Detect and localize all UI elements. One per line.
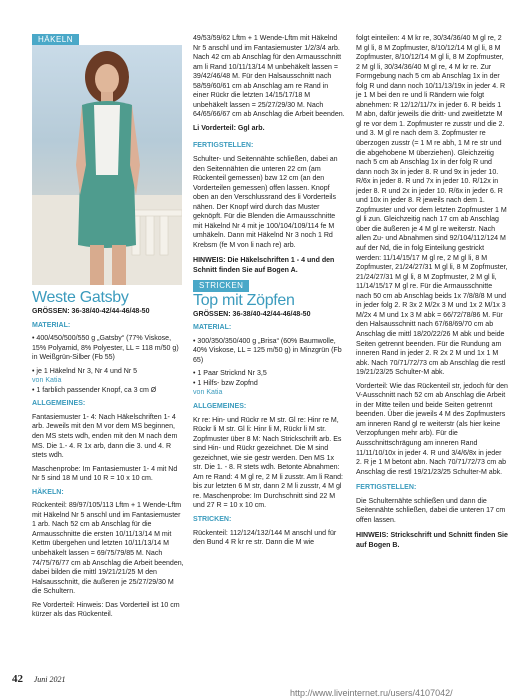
page-number: 42 — [12, 673, 23, 685]
back-piece-top: Rückenteil: 112/124/132/144 M anschl und für den Bund 4 R kr re str. Dann die M wie — [193, 529, 337, 547]
model-illustration — [32, 45, 182, 285]
material-heading-gatsby: MATERIAL: — [32, 321, 71, 329]
brand-gatsby: von Katia — [32, 377, 62, 385]
button-gatsby: • 1 farblich passender Knopf, ca 3 cm Ø — [32, 386, 157, 394]
sizes-top: GRÖSSEN: 36-38/40-42/44-46/48-50 — [193, 310, 311, 318]
back-piece-top-cont: folgt einteilen: 4 M kr re, 30/34/36/40 M gl re, 2 M gl li, 8 M Zopfmuster, 8/10/12/14 M gl li, 8 M Zopfmuster, 8/10/12/14 M gl li, 8 M Zopfmuster, 2 M gl li, 30/34/36/40 M gl re, 4 M kr re. Zur Formgebung nach 5 cm ab Anschlag 1x in der folg R und dann noch 10/11/13/19x in jeder 4. R je 1 M bei den re und li Rändern wie folgt abnehmen: R 12/12/11/7x in jeder 6. R beids 1 M abn, dafür jeweils die dritt- und zweitletzte M gl re vor dem 1. Zopfmuster re zusstr und die 2. und 3. M gl re nach dem 3. Zopfmuster re überzogen zusstr (= 1 M re abh, 1 M re str und die abgehobene M überziehen). Gleichzeitig nach 5 cm ab Anschlag 1x in der folg R und dann noch 3x in jeder 8. R und 9x in jeder 10. R/6x in jeder 8. R und 7x in jeder 10. R/12x in jeder 8. R und 2x in jeder 10. R/6x in jeder 6. R und 10x in jeder 8. R jeweils nach dem 1. Zopfmuster und vor dem letzten Zopfmuster 1 M gl li zun. Gleichzeitig nach 17 cm ab Anschlag über die äußeren je 4 M gl re weiterstr. Nach allen Zu- und Abnahmen sind 92/104/112/124 M auf der Nd, die in folg Einteilung gestrickt werden: 11/14/15/17 M gl re, 2 M gl li, 8 M Zopfmuster, 21/24/27/31 M gl li, 8 M Zopfmuster, 21/24/27/31 M gl li, 8 M Zopfmuster, 2 M gl li, 11/14/15/17 M gl re. Für die Armausschnitte nach 50 cm ab Anschlag beids 1x 7/8/8/8 M und in jeder folg 2. R 3x 2 M/2x 3 M und 1x 2 M/1x 3 M/2x 4 M und 1x 3 M abk = 66/72/78/86 M. Für den Halsausschnitt nach 67/68/69/70 cm ab Anschlag die mittl 18/20/22/26 M abk und beide Seiten getrennt beenden. Für die Rundung am inneren Rand in jeder 2. R 2x 2 M und 1x 1 M abk. Nach 70/71/72/73 cm ab Anschlag die restl 19/21/23/25 Schulter-M abk. — [356, 35, 508, 377]
finishing-heading-top: FERTIGSTELLEN: — [356, 484, 417, 492]
middle-column — [193, 34, 345, 552]
sizes-gatsby: GRÖSSEN: 36-38/40-42/44-46/48-50 — [32, 308, 150, 315]
front-piece-top: Vorderteil: Wie das Rückenteil str, jedoch für den V-Ausschnitt nach 52 cm ab Anschlag die Arbeit in der Mitte teilen und beide Seiten getrennt beenden. Über die jeweils 4 M des Zopfmusters am inneren Rand gl re weiterstr (als hier keine Verzopfungen mehr arb). Für die Ausschnittschrägung am inneren Rand 11/11/10/10x in jeder 4. R und 3/4/6/8x in jeder 2. R je 1 M betont abn. Nach 70/71/72/73 cm ab Anschlag die restl 19/21/23/25 Schulter-M abk. — [356, 382, 508, 476]
back-piece-gatsby: Rückenteil: 89/97/105/113 Lftm + 1 Wende-Lftm mit Häkelnd Nr 5 anschl und im Fantasiemuster 1 arb. Nach 52 cm ab Anschlag für die Armausschnitte die ersten 10/11/13/14 M mit Kettm übergehen und letzten 10/11/13/14 M unbehäkelt lassen = 69/75/79/85 M. Nach 74/75/76/77 cm ab Anschlag die Arbeit beenden, dabei bilden die mittl 19/21/21/25 M den Halsausschnitt, die äußeren je 25/27/29/30 M die Schultern. — [32, 502, 184, 596]
brand-top: von Katia — [193, 389, 223, 397]
finishing-heading-gatsby: FERTIGSTELLEN: — [193, 142, 254, 150]
general-heading-gatsby: ALLGEMEINES: — [32, 400, 86, 408]
watermark-url: http://www.liveinternet.ru/users/4107042/ — [290, 688, 453, 698]
material-gatsby: • 400/450/500/550 g „Gatsby“ (77% Viskose, 15% Polyamid, 8% Polyester, LL = 118 m/50 g) in Weißgrün-Silber (Fb 55) — [32, 335, 179, 362]
right-front-gatsby: Re Vorderteil: Hinweis: Das Vorderteil ist 10 cm kürzer als das Rückenteil. — [32, 601, 180, 619]
general-heading-top: ALLGEMEINES: — [193, 402, 247, 410]
gauge-gatsby: Maschenprobe: Im Fantasiemuster 1- 4 mit Nd Nr 5 sind 18 M und 10 R = 10 x 10 cm. — [32, 465, 178, 483]
page-footer — [12, 673, 66, 685]
material-top: • 300/350/350/400 g „Brisa“ (60% Baumwolle, 40% Viskose, LL = 125 m/50 g) in Minzgrün (Fb 65) — [193, 337, 342, 364]
right-column — [356, 34, 508, 554]
crochet-heading: HÄKELN: — [32, 488, 64, 496]
hint-gatsby: HINWEIS: Die Häkelschriften 1 - 4 und den Schnitt finden Sie auf Bogen A. — [193, 257, 335, 275]
general-top: Kr re: Hin- und Rückr re M str. Gl re: Hinr re M, Rückr li M str. Gl li: Hinr li M, Rückr li M str. Zopfmuster über 8 M: Nach Strickschrift arb. Es sind Hin- und Rückr gezeichnet. Die M sind gezeichnet, wie sie gestr werden. Den MS 1x str. Die 1. - 8. R stets wdh. Betonte Abnahmen: Am re Rand: 4 M gl re, 2 M li zusstr. Am li Rand: bis zur letzten 6 M str, dann 2 M li zusstr, 4 M gl re. Maschenprobe: Im Durchschnitt sind 22 M und 27 R = 10 x 10 cm. — [193, 416, 343, 510]
hook-gatsby: • je 1 Häkelnd Nr 3, Nr 4 und Nr 5 — [32, 367, 138, 375]
section-tag-crochet: HÄKELN — [32, 34, 79, 46]
needles-top: • 1 Paar Stricknd Nr 3,5 — [193, 370, 267, 378]
aux-needle-top: • 1 Hilfs- bzw Zopfnd — [193, 379, 258, 387]
general-pattern-gatsby: Fantasiemuster 1- 4: Nach Häkelschriften 1- 4 arb. Jeweils mit den M vor dem MS beginnen, den MS stets wdh, enden mit den M nach dem MS. Die 1.- 4. R 1x arb, dann die 3. und 4. R stets wdh. — [32, 413, 178, 460]
finishing-top: Die Schulternähte schließen und dann die Seitennähte schließen, dabei die unteren 17 cm offen lassen. — [356, 497, 506, 524]
left-front-text: Li Vorderteil: Ggl arb. — [193, 124, 265, 132]
front-piece-text: 49/53/59/62 Lftm + 1 Wende-Lftm mit Häkelnd Nr 5 anschl und im Fantasiemuster 1/2/3/4 arb. Nach 42 cm ab Anschlag für den Armausschnitt am li Rand 10/11/13/14 M unbehäkelt lassen = 39/42/46/48 M. Für den Halsausschnitt nach 58/59/60/61 cm ab Anschlag am re Rand in einer Rückr die letzten 14/15/17/18 M unbehäkelt lassen = 25/27/29/30 M. Nach 64/65/66/67 cm ab Anschlag die Arbeit beenden. — [193, 35, 345, 119]
finishing-gatsby: Schulter- und Seitennähte schließen, dabei an den Seitennähten die unteren 22 cm (am Rückenteil gemessen) bzw 12 cm (an den Vorderteilen gemessen) offen lassen. Knopf oben an den Verschlussrand des li Vorderteils nähen. Der Knopf wird durch das Muster geknöpft. Für die Blenden die Armausschnitte mit Häkelnd Nr 4 mit je 100/104/109/114 fe M umhäkeln. Dann mit Häkelnd Nr 3 noch 1 Rd Krebsm (fe M von li nach re) arb. — [193, 156, 338, 249]
title-weste-gatsby: Weste Gatsby — [32, 289, 129, 306]
photo-gatsby-vest — [32, 45, 182, 285]
title-top-zoepfe: Top mit Zöpfen — [193, 291, 295, 309]
section-tag-knitting: STRICKEN — [193, 280, 249, 292]
knitting-heading: STRICKEN: — [193, 515, 232, 523]
left-text — [32, 289, 184, 624]
material-heading-top: MATERIAL: — [193, 324, 232, 332]
issue-month: Juni 2021 — [33, 675, 66, 684]
hint-top: HINWEIS: Strickschrift und Schnitt finden Sie auf Bogen B. — [356, 532, 508, 549]
